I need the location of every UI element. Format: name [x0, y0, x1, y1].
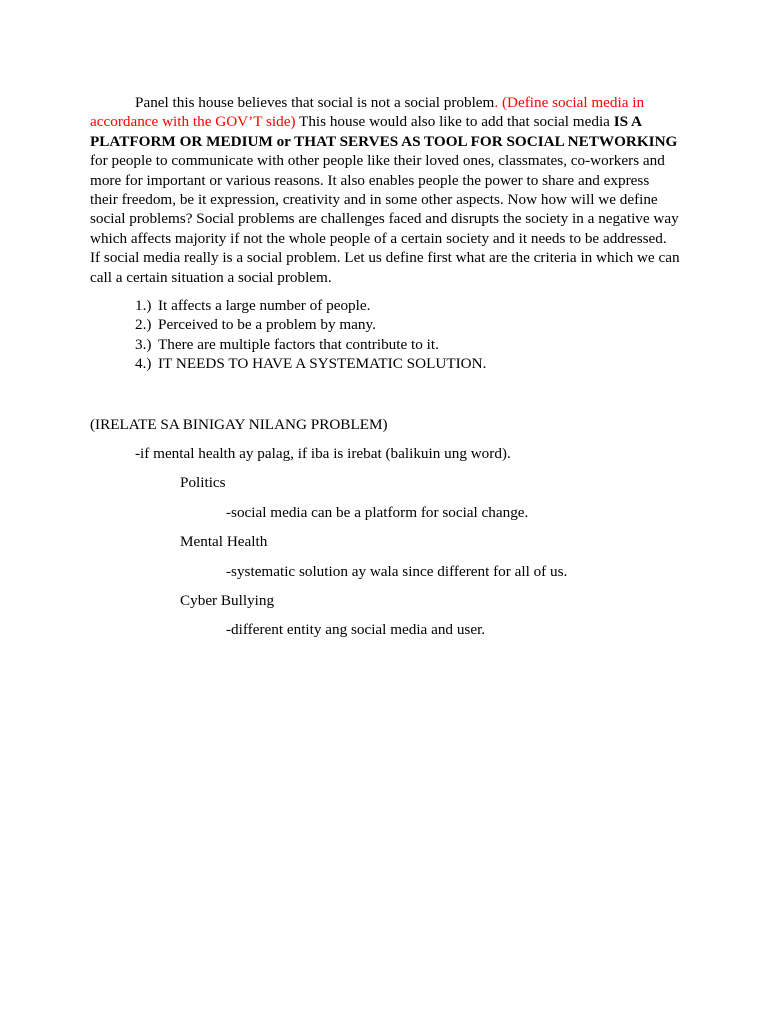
- intro-text: Panel this house believes that social is not a social problem: [135, 94, 495, 111]
- relate-heading: (IRELATE SA BINIGAY NILANG PROBLEM): [90, 415, 388, 433]
- list-text: There are multiple factors that contribute to it.: [158, 335, 439, 353]
- topic-title-politics: Politics: [180, 474, 226, 492]
- list-number: 4.): [135, 355, 152, 373]
- intro-paragraph: [90, 93, 680, 287]
- criteria-list: [90, 296, 680, 374]
- document-body: [90, 93, 680, 640]
- topic-title-mental-health: Mental Health: [180, 533, 268, 551]
- topic-note-politics: -social media can be a platform for social change.: [226, 503, 529, 521]
- list-text: Perceived to be a problem by many.: [158, 316, 376, 334]
- relate-note: -if mental health ay palag, if iba is irebat (balikuin ung word).: [135, 445, 511, 463]
- list-text: It affects a large number of people.: [158, 297, 371, 315]
- intro-text-continued: This house would also like to add that social media: [295, 113, 614, 131]
- intro-text-rest: for people to communicate with other people like their loved ones, classmates, co-workers and more for important or various reasons. It also enables people the power to share and express their freedom, be it expression, creativity and in some other aspects. Now how will we define social problems? Social problems are challenges faced and disrupts the society in a negative way which affects majority if not the whole people of a certain society and it needs to be addressed. If social media really is a social problem. Let us define first what are the criteria in which we can call a certain situation a social problem.: [90, 152, 680, 286]
- topic-note-mental-health: -systematic solution ay wala since different for all of us.: [226, 562, 568, 580]
- govt-side-note: . (Define social media in accordance with the GOV’T side): [90, 94, 645, 131]
- list-text: IT NEEDS TO HAVE A SYSTEMATIC SOLUTION.: [158, 355, 487, 373]
- topic-title-cyber-bullying: Cyber Bullying: [180, 592, 275, 610]
- list-number: 2.): [135, 316, 152, 334]
- list-item: [90, 354, 680, 373]
- list-item: [90, 315, 680, 334]
- list-number: 1.): [135, 297, 152, 315]
- list-number: 3.): [135, 335, 152, 353]
- topic-note-cyber-bullying: -different entity ang social media and user.: [226, 621, 486, 639]
- list-item: [90, 335, 680, 354]
- platform-definition: IS A PLATFORM OR MEDIUM or THAT SERVES AS TOOL FOR SOCIAL NETWORKING: [90, 113, 678, 150]
- list-item: [90, 296, 680, 315]
